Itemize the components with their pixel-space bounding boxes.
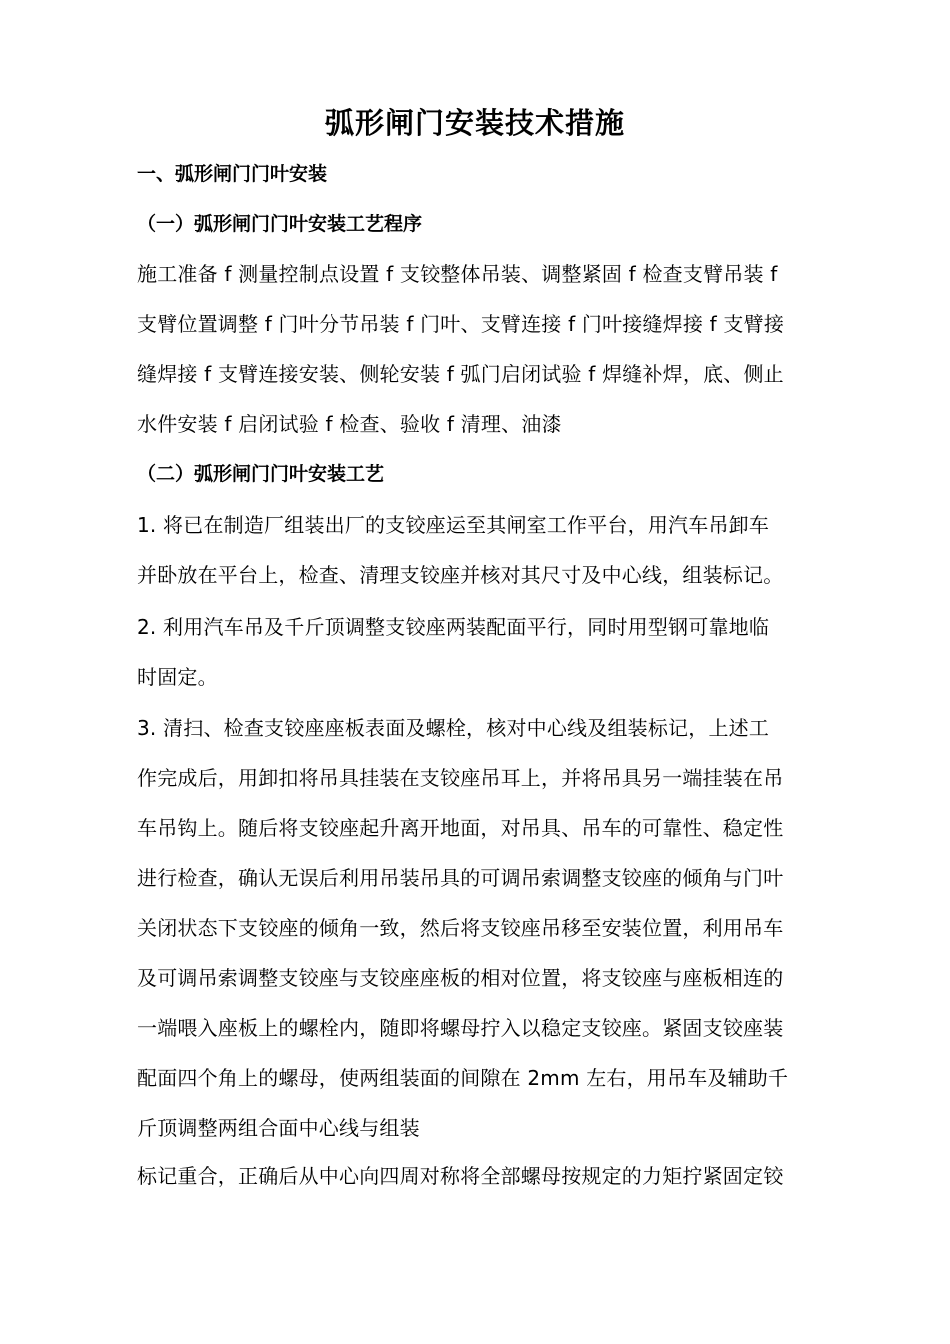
- process-line: 施工准备 f 测量控制点设置 f 支铰整体吊装、调整紧固 f 检查支臂吊装 f: [137, 262, 778, 286]
- step-3-line: 一端喂入座板上的螺栓内，随即将螺母拧入以稳定支铰座。紧固支铰座装: [137, 1016, 784, 1040]
- step-3-line: 作完成后，用卸扣将吊具挂装在支铰座吊耳上，并将吊具另一端挂装在吊: [137, 766, 784, 790]
- process-line: 缝焊接 f 支臂连接安装、侧轮安装 f 弧门启闭试验 f 焊缝补焊，底、侧止: [137, 362, 784, 386]
- step-2-line: 时固定。: [137, 665, 218, 689]
- step-1-line: 并卧放在平台上，检查、清理支铰座并核对其尺寸及中心线，组装标记。: [137, 563, 784, 587]
- step-3-line: 及可调吊索调整支铰座与支铰座座板的相对位置，将支铰座与座板相连的: [137, 966, 784, 990]
- step-3-line: 关闭状态下支铰座的倾角一致，然后将支铰座吊移至安装位置，利用吊车: [137, 916, 784, 940]
- step-3-line: 进行检查，确认无误后利用吊装吊具的可调吊索调整支铰座的倾角与门叶: [137, 866, 784, 890]
- subsection-heading-process: （一）弧形闸门门叶安装工艺程序: [137, 213, 423, 235]
- step-3-line: 车吊钩上。随后将支铰座起升离开地面，对吊具、吊车的可靠性、稳定性: [137, 816, 784, 840]
- step-1-line: 1. 将已在制造厂组装出厂的支铰座运至其闸室工作平台，用汽车吊卸车: [137, 513, 770, 537]
- subsection-heading-technique: （二）弧形闸门门叶安装工艺: [137, 463, 385, 485]
- section-heading-gate-leaf-installation: 一、弧形闸门门叶安装: [137, 163, 328, 185]
- step-3-line: 斤顶调整两组合面中心线与组装: [137, 1116, 420, 1140]
- document-title: 弧形闸门安装技术措施: [324, 106, 625, 140]
- step-3-line: 配面四个角上的螺母，使两组装面的间隙在 2mm 左右，用吊车及辅助千: [137, 1066, 789, 1090]
- continuation-line: 标记重合，正确后从中心向四周对称将全部螺母按规定的力矩拧紧固定铰: [137, 1164, 784, 1188]
- process-line: 水件安装 f 启闭试验 f 检查、验收 f 清理、油漆: [137, 412, 562, 436]
- process-line: 支臂位置调整 f 门叶分节吊装 f 门叶、支臂连接 f 门叶接缝焊接 f 支臂接: [137, 312, 785, 336]
- step-3-line: 3. 清扫、检查支铰座座板表面及螺栓，核对中心线及组装标记，上述工: [137, 716, 770, 740]
- step-2-line: 2. 利用汽车吊及千斤顶调整支铰座两装配面平行，同时用型钢可靠地临: [137, 615, 770, 639]
